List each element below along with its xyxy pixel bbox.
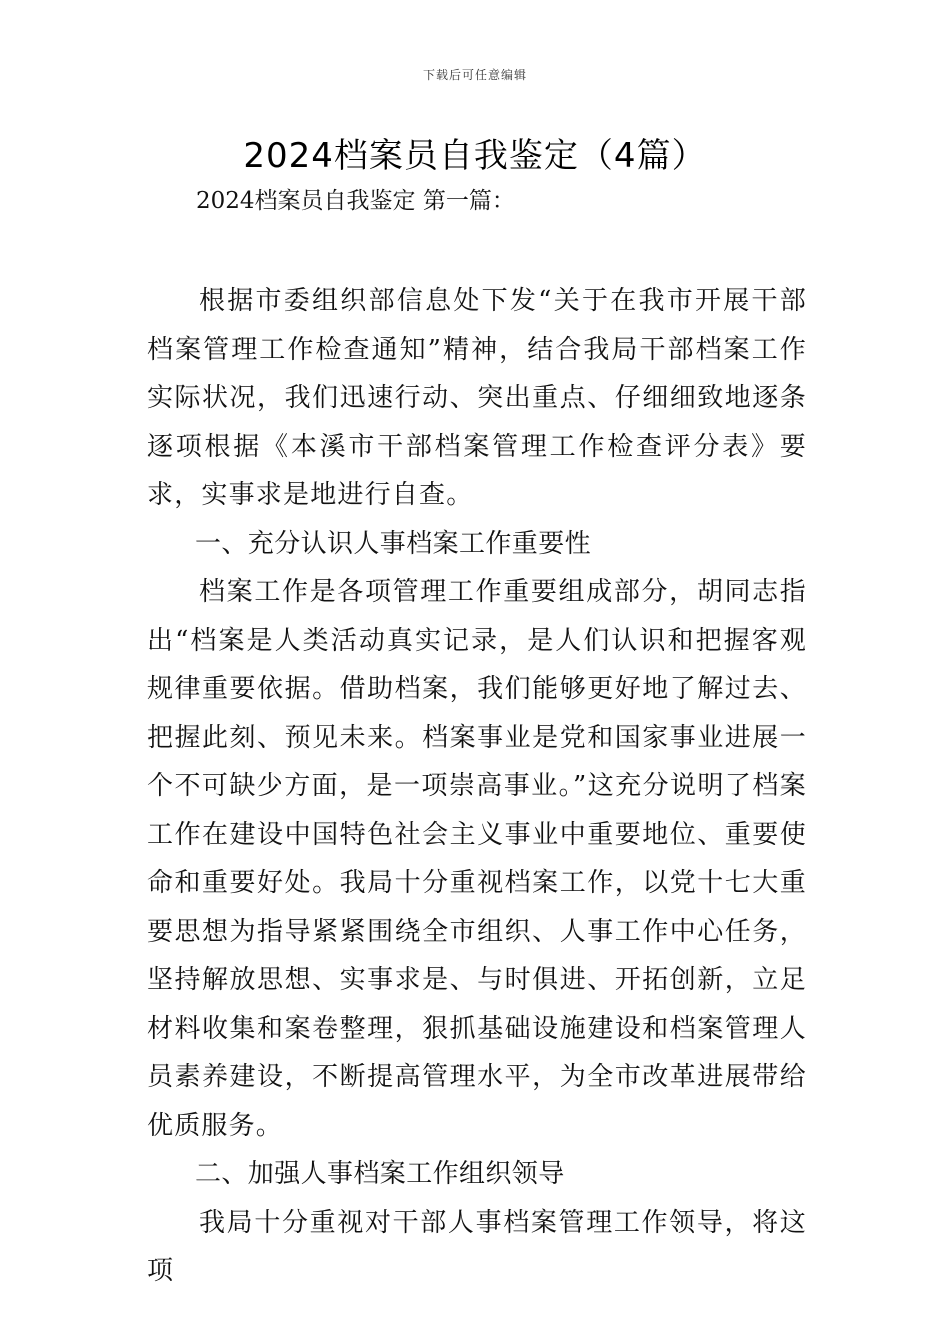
document-body [147, 277, 807, 1296]
section-heading-1: 一、充分认识人事档案工作重要性 [195, 528, 592, 559]
header-note: 下载后可任意编辑 [422, 68, 527, 82]
document-title: 2024档案员自我鉴定（4篇） [243, 136, 707, 176]
section-heading-2: 二、加强人事档案工作组织领导 [195, 1159, 565, 1189]
paragraph-section-2: 我局十分重视对干部人事档案管理工作领导，将这项 [147, 1207, 807, 1286]
paragraph-section-1: 档案工作是各项管理工作重要组成部分，胡同志指出“档案是人类活动真实记录，是人们认识和把握客观规律重要依据。借助档案，我们能够更好地了解过去、把握此刻、预见未来。档案事业是党和国家事业进展一个不可缺少方面，是一项崇高事业。”这充分说明了档案工作在建设中国特色社会主义事业中重要地位、重要使命和重要好处。我局十分重视档案工作，以党十七大重要思想为指导紧紧围绕全市组织、人事工作中心任务，坚持解放思想、实事求是、与时俱进、开拓创新，立足材料收集和案卷整理，狠抓基础设施建设和档案管理人员素养建设，不断提高管理水平，为全市改革进展带给优质服务。 [147, 577, 807, 1141]
document-subtitle: 2024档案员自我鉴定 第一篇： [196, 188, 515, 214]
paragraph-intro: 根据市委组织部信息处下发“关于在我市开展干部档案管理工作检查通知”精神，结合我局干部档案工作实际状况，我们迅速行动、突出重点、仔细细致地逐条逐项根据《本溪市干部档案管理工作检查评分表》要求，实事求是地进行自查。 [147, 286, 807, 510]
